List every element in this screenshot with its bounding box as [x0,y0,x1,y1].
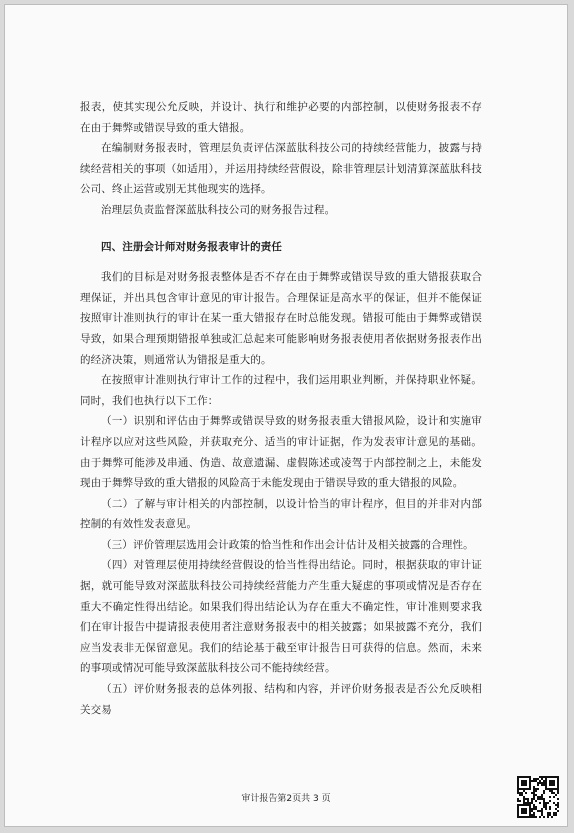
paragraph-going-concern: 在编制财务报表时，管理层负责评估深蓝肽科技公司的持续经营能力，披露与持续经营相关的事项（如适用），并运用持续经营假设，除非管理层计划清算深蓝肽科技公司、终止运营或别无其他现实的选择。 [80,142,482,196]
paragraph-continuation: 报表，使其实现公允反映，并设计、执行和维护必要的内部控制，以使财务报表不存在由于舞弊或错误导致的重大错报。 [80,101,482,134]
section-heading: 四、注册会计师对财务报表审计的责任 [101,240,283,253]
paragraph-objective: 我们的目标是对财务报表整体是否不存在由于舞弊或错误导致的重大错报获取合理保证，并出具包含审计意见的审计报告。合理保证是高水平的保证，但并不能保证按照审计准则执行的审计在某一重大错报存在时总能发现。错报可能由于舞弊或错误导致，如果合理预期错报单独或汇总起来可能影响财务报表使用者依据财务报表作出的经济决策，则通常认为错报是重大的。 [80,271,482,366]
list-item-1: （一）识别和评估由于舞弊或错误导致的财务报表重大错报风险，设计和实施审计程序以应对这些风险，并获取充分、适当的审计证据，作为发表审计意见的基础。由于舞弊可能涉及串通、伪造、故意遗漏、虚假陈述或凌驾于内部控制之上，未能发现由于舞弊导致的重大错报的风险高于未能发现由于错误导致的重大错报的风险。 [80,415,482,490]
list-item-3: （三）评价管理层选用会计政策的恰当性和作出会计估计及相关披露的合理性。 [101,538,474,551]
paragraph-governance: 治理层负责监督深蓝肽科技公司的财务报告过程。 [101,203,336,216]
list-item-2: （二）了解与审计相关的内部控制，以设计恰当的审计程序，但目的并非对内部控制的有效性发表意见。 [80,497,482,531]
list-item-4: （四）对管理层使用持续经营假设的恰当性得出结论。同时，根据获取的审计证据，就可能导致对深蓝肽科技公司持续经营能力产生重大疑虑的事项或情况是否存在重大不确定性得出结论。如果我们得出结论认为存在重大不确定性，审计准则要求我们在审计报告中提请报表使用者注意财务报表中的相关披露；如果披露不充分，我们应当发表非无保留意见。我们的结论基于截至审计报告日可获得的信息。然而，未来的事项或情况可能导致深蓝肽科技公司不能持续经营。 [80,559,482,675]
qr-code-icon [517,776,559,818]
document-page [4,4,568,827]
page-footer: 审计报告第2页共 3 页 [241,794,331,804]
document-body [80,97,482,720]
list-item-5: （五）评价财务报表的总体列报、结构和内容，并评价财务报表是否公允反映相关交易 [80,683,482,716]
paragraph-professional-judgement: 在按照审计准则执行审计工作的过程中，我们运用职业判断，并保持职业怀疑。同时，我们也执行以下工作： [80,374,482,407]
